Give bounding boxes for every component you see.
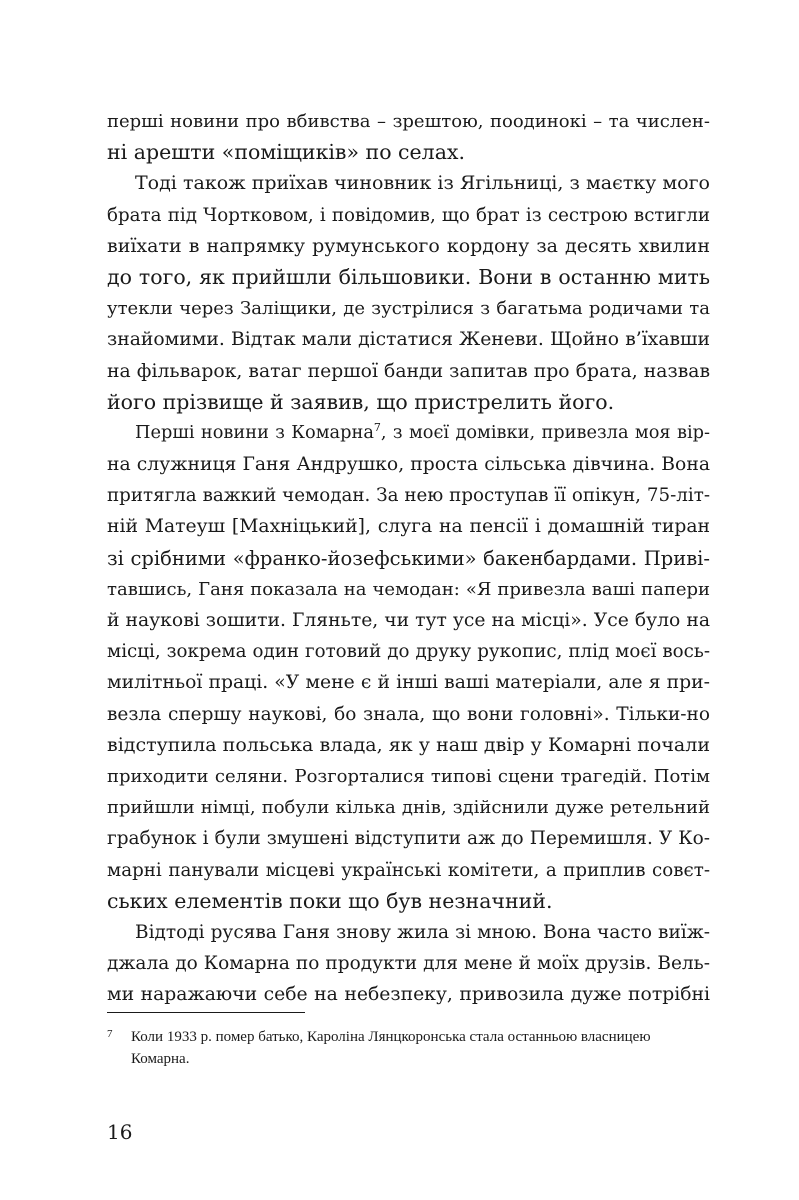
text-line: на служниця Ганя Андрушко, проста сільська дівчина. Вона [107,454,710,476]
text-line: виїхати в напрямку румунського кордону за десять хвилин [107,234,710,257]
text-line: ній Матеуш [Махніцький], слуга на пенсії і домашній тиран [107,516,710,538]
text-line: його прізвище й заявив, що пристрелить його. [107,389,615,414]
text-line: притягла важкий чемодан. За нею проступав її опікун, 75-літ- [107,485,710,507]
footnote-reference: 7 [373,420,381,434]
text-line: Відтоді русява Ганя знову жила зі мною. Вона часто виїж- [135,921,710,943]
text-line: знайомими. Відтак мали дістатися Женеви. Щойно в’їхавши [107,329,710,351]
text-line: до того, як прийшли більшовики. Вони в останню мить [107,264,710,289]
text-line: місці, зокрема один готовий до друку рукопис, плід моєї вось- [107,641,710,663]
text-line: перші новини про вбивства – зрештою, поодинокі – та числен- [107,111,710,132]
text-line: Тоді також приїхав чиновник із Ягільниці, з маєтку мого [135,172,710,195]
text-line: й наукові зошити. Гляньте, чи тут усе на місці». Усе було на [107,610,710,631]
footnote-divider [107,1012,305,1013]
text-line: зі срібними «франко-йозефськими» бакенбардами. Приві- [107,546,710,570]
text-line: утекли через Заліщики, де зустрілися з багатьма родичами та [107,298,710,320]
text-segment: , з моєї домівки, привезла моя вір- [380,422,710,443]
footnote [107,1026,710,1070]
text-line: ських елементів поки що був незначний. [107,888,553,913]
text-line: милітньої праці. «У мене є й інші ваші матеріали, але я при- [107,672,710,694]
text-line: відступила польська влада, як у наш двір у Комарні почали [107,733,710,756]
text-line: приходити селяни. Розгорталися типові сцени трагедій. Потім [107,765,710,787]
text-line: марні панували місцеві українські комітети, а приплив совєт- [107,859,710,881]
text-segment: Перші новини з Комарна [135,422,374,443]
text-line: везла спершу наукові, бо знала, що вони головні». Тільки-но [107,703,710,725]
text-line: ми наражаючи себе на небезпеку, привозила дуже потрібні [107,984,710,1006]
text-line: грабунок і були змушені відступити аж до Перемишля. У Ко- [107,828,710,850]
footnote-line [107,1026,710,1048]
text-line: ні арешти «поміщиків» по селах. [107,140,465,165]
text-line: прийшли німці, побули кілька днів, здійснили дуже ретельний [107,797,710,819]
text-line: джала до Комарна по продукти для мене й моїх друзів. Вель- [107,953,710,975]
footnote-number: 7 [107,1028,113,1040]
page-number: 16 [107,1120,133,1144]
footnote-line: Комарна. [131,1051,190,1067]
body-text [107,106,710,1010]
footnote-text: Коли 1933 р. помер батько, Кароліна Лянцкоронська стала останньою власницею [131,1029,651,1045]
text-line: тавшись, Ганя показала на чемодан: «Я привезла ваші папери [107,578,710,600]
text-line: брата під Чортковом, і повідомив, що брат із сестрою встигли [107,204,710,226]
text-line: на фільварок, ватаг першої банди запитав про брата, назвав [107,360,710,382]
text-line-with-footnote [107,418,710,449]
